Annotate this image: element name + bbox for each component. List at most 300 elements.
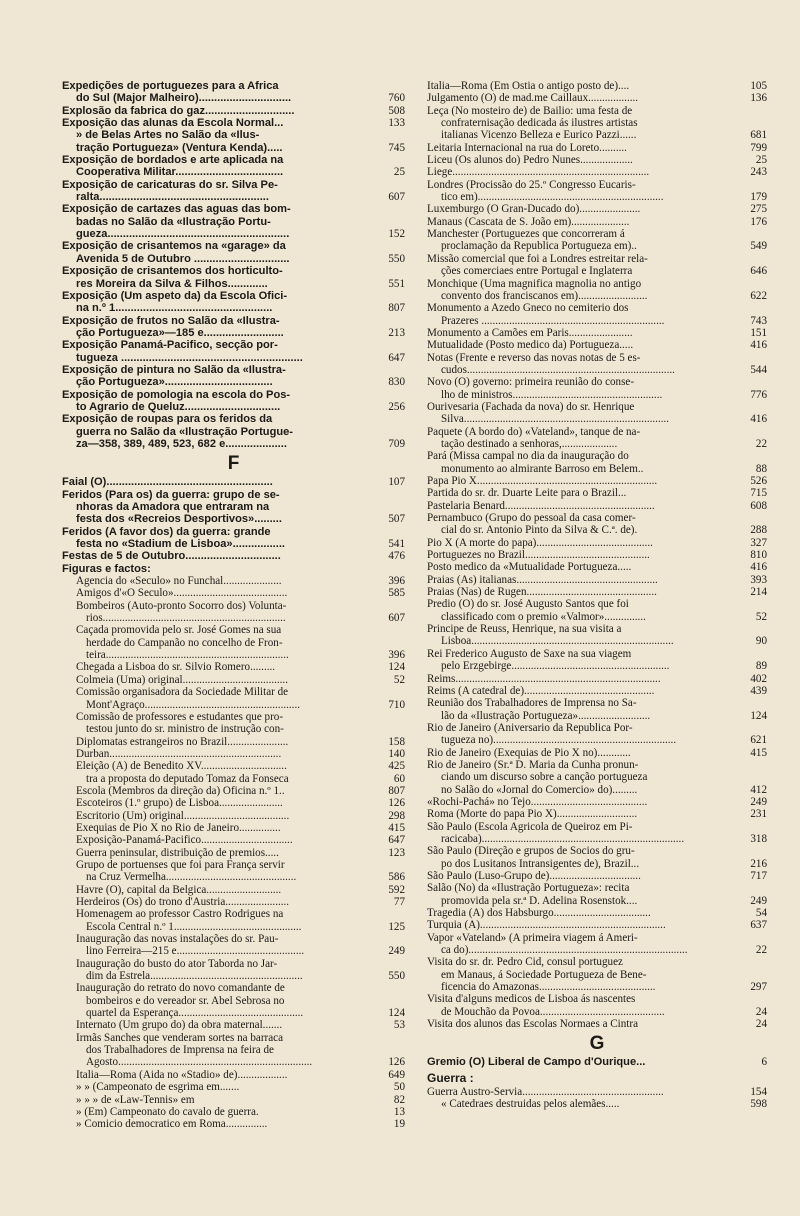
page-number: 24 [755,1018,767,1031]
entry-text: Exposição de crisantemos na «garage» da [62,240,286,253]
entry-text: Visita d'alguns medicos de Lisboa ás nascentes [427,993,636,1006]
index-entry [427,685,767,697]
index-entry [427,747,767,759]
index-entry [62,216,405,228]
entry-text: Vapor «Vateland» (A primeira viagem á Ameri- [427,931,638,944]
entry-text: Reunião dos Trabalhadores de Imprensa no Sa- [427,697,637,710]
section-letter: F [227,453,240,475]
index-entry [62,1019,405,1031]
entry-text: tico em)................................................................... [441,191,664,204]
page-number: 124 [388,1007,405,1020]
index-entry [427,166,767,178]
index-entry [62,513,405,525]
page-number: 25 [755,154,767,167]
index-entry [62,1056,405,1068]
entry-text: Grupo de portuenses que foi para França servir [76,858,285,871]
index-entry [62,1094,405,1106]
index-entry [427,278,767,290]
page-number: 598 [750,1098,767,1111]
entry-text: classificado com o premio «Valmor»............... [441,610,646,623]
entry-text: Agencia do «Seculo» no Funchal..................... [76,575,282,588]
entry-text: racicaba)......................................................................... [441,832,685,845]
index-entry [62,327,405,339]
page-number: 154 [750,1085,767,1098]
page-number: 412 [750,783,767,796]
index-entry [427,944,767,956]
entry-text: na Cruz Vermelha............................................... [86,871,297,884]
entry-text: Exposição de roupas para os feridos da [62,413,273,426]
index-entry [62,476,405,488]
page-number: 6 [761,1056,767,1069]
page-number: 53 [393,1019,405,1032]
index-entry [427,969,767,981]
entry-text: za—358, 389, 489, 523, 682 e.................... [76,437,287,450]
index-entry [427,228,767,240]
entry-text: Manchester (Portuguezes que concorreram á [427,228,625,241]
page-number: 544 [750,363,767,376]
entry-text: Durban.............................................................. [76,747,282,760]
entry-text: testou junto do sr. ministro de instrução con- [86,723,284,736]
entry-text: Exposição de pomologia na escola do Pos- [62,388,291,401]
page-number: 136 [750,92,767,105]
entry-text: Portuguezes no Brazil............................................. [427,549,650,562]
entry-text: Havre (O), capital da Belgica........................... [76,883,282,896]
entry-text: Monumento a Camões em Paris....................... [427,326,633,339]
page-number: 22 [755,944,767,957]
index-entry [62,80,405,92]
entry-text: Agosto...................................................................... [86,1056,313,1069]
index-entry [62,1118,405,1130]
index-entry [62,834,405,846]
entry-text: teira.................................................................. [86,649,289,662]
entry-text: Exposição de crisantemos dos horticulto- [62,265,283,278]
page-number: 231 [750,808,767,821]
index-entry [427,129,767,141]
index-entry [427,475,767,487]
index-entry [62,723,405,735]
entry-text: Praias (As) italianas................................................... [427,573,658,586]
entry-text: Leça (No mosteiro de) de Bailio: uma festa de [427,104,633,117]
entry-text: Londres (Procissão do 25.º Congresso Eucaris- [427,178,636,191]
index-entry [427,611,767,623]
entry-text: tra a proposta do deputado Tomaz da Fonseca [86,772,289,785]
index-entry [62,760,405,772]
page-number: 123 [388,846,405,859]
page-number: 830 [388,376,405,389]
entry-text: Gremio (O) Liberal de Campo d'Ourique... [427,1056,646,1069]
entry-text: Italia—Roma (Aida no «Stadio» de).................. [76,1068,288,1081]
entry-text: po dos Lusitanos Intransigentes de), Brazil... [441,857,640,870]
index-entry [427,710,767,722]
entry-text: São Paulo (Direção e grupos de Socios do gru- [427,845,635,858]
entry-text: ca do)............................................................................... [441,944,688,957]
index-entry [62,240,405,252]
index-entry [427,623,767,635]
entry-text: Roma (Morte do papa Pio X)............................. [427,808,638,821]
page-number: 799 [750,141,767,154]
index-entry [427,845,767,857]
entry-text: Posto medico da «Mutualidade Portugueza..... [427,561,632,574]
entry-text: Exposição Panamá-Pacifico, secção por- [62,339,278,352]
page-number: 646 [750,265,767,278]
page-number: 807 [388,784,405,797]
page-number: 25 [393,166,405,179]
index-entry [427,240,767,252]
index-entry [62,624,405,636]
entry-text: Inauguração do retrato do novo comandante de [76,982,285,995]
page-number: 77 [393,896,405,908]
page-number: 90 [755,635,767,648]
page-number: 158 [388,735,405,748]
index-entry [62,278,405,290]
page-number: 89 [755,660,767,673]
entry-text: Feridos (Para os) da guerra: grupo de se- [62,488,280,501]
entry-text: tração Portugueza» (Ventura Kenda)..... [76,141,283,154]
entry-text: Paquete (A bordo do) «Vateland», tanque de na- [427,425,641,438]
index-entry [62,1106,405,1118]
entry-text: Reims (A catedral de)............................................... [427,684,655,697]
index-entry [62,290,405,302]
entry-text: Escritorio (Um) original...................................... [76,809,290,822]
index-entry [62,1069,405,1081]
index-entry [427,858,767,870]
index-entry [62,538,405,550]
index-entry [427,833,767,845]
index-entry [427,389,767,401]
index-entry [62,896,405,908]
page-number: 298 [388,809,405,822]
index-entry [427,302,767,314]
index-entry [427,870,767,882]
entry-text: Cooperativa Militar................................... [76,166,284,179]
entry-text: monumento ao almirante Barroso em Belem.. [441,462,644,475]
index-entry [62,933,405,945]
page-number: 22 [755,437,767,450]
entry-text: do Sul (Major Malheiro).............................. [76,92,292,105]
page-number: 608 [750,499,767,512]
index-entry [427,673,767,685]
index-entry [62,563,405,575]
entry-text: Escoteiros (1.º grupo) de Lisboa....................... [76,797,283,810]
index-entry [427,919,767,931]
entry-text: convento dos franciscanos em)......................... [441,289,648,302]
index-entry [62,637,405,649]
page-number: 416 [750,413,767,426]
page-number: 415 [750,746,767,759]
page-number: 717 [750,870,767,882]
entry-text: Missão comercial que foi a Londres estreitar rela- [427,252,648,265]
entry-text: ciando um discurso sobre a canção portugueza [441,771,648,784]
entry-text: Exposição (Um aspeto da) da Escola Ofici- [62,289,288,302]
index-entry [62,376,405,388]
index-entry [62,1044,405,1056]
entry-text: tação destinado a senhoras,.................... [441,437,618,450]
index-entry [62,191,405,203]
index-entry [62,315,405,327]
entry-text: Manaus (Cascata de S. João em)..................... [427,215,630,228]
index-entry [427,981,767,993]
entry-text: Guerra Austro-Servia................................................... [427,1085,664,1098]
entry-text: tugueza ........................................................... [76,351,303,364]
index-entry [427,463,767,475]
entry-text: Pará (Missa campal no dia da inauguração do [427,450,629,463]
entry-text: bombeiros e do vereador sr. Abel Sebrosa no [86,994,285,1007]
entry-text: tugueza no).................................................................. [441,734,677,747]
index-entry [427,364,767,376]
index-entry [62,489,405,501]
entry-text: Visita dos alunos das Escolas Normaes a Cintra [427,1018,638,1031]
index-entry [427,993,767,1005]
index-entry [62,859,405,871]
index-entry [427,487,767,499]
index-entry [62,575,405,587]
page-number: 541 [388,538,405,551]
entry-text: Escola Central n.º 1.............................................. [86,920,302,933]
page-number: 760 [388,92,405,105]
index-entry [427,438,767,450]
index-entry [427,80,767,92]
entry-text: Explosão da fabrica do gaz............................. [62,104,295,117]
entry-text: ção Portugueza»—185 e.......................... [76,326,284,339]
index-entry [427,265,767,277]
entry-text: Mont'Agraço........................................................ [86,698,300,711]
page-number: 249 [750,795,767,808]
index-entry [62,166,405,178]
index-column-left [62,80,405,1131]
index-entry [427,203,767,215]
entry-text: ralta....................................................... [76,191,269,204]
entry-text: nhoras da Amadora que entraram na [76,501,270,513]
entry-text: promovida pela sr.ª D. Adelina Rosenstok.... [441,894,638,907]
entry-text: Italia—Roma (Em Ostia o antigo posto de).... [427,80,630,92]
index-entry [62,810,405,822]
page-number: 133 [388,117,405,130]
index-entry [427,722,767,734]
page-number: 288 [750,524,767,537]
section-letter: G [589,1033,605,1055]
page-number: 622 [750,289,767,302]
entry-text: «Rochi-Pachá» no Tejo.......................................... [427,795,648,808]
index-entry [62,105,405,117]
index-entry [427,179,767,191]
entry-text: na n.º 1................................................... [76,302,273,315]
index-entry [62,847,405,859]
index-entry [427,339,767,351]
entry-text: quartel da Esperança............................................. [86,1007,304,1020]
index-entry [62,1081,405,1093]
index-entry [427,512,767,524]
index-entry [427,697,767,709]
index-entry [62,995,405,1007]
index-entry [62,401,405,413]
entry-text: « Catedraes destruidas pelos alemães..... [441,1098,620,1111]
index-entry [62,600,405,612]
index-entry [62,958,405,970]
index-entry [62,797,405,809]
index-entry [62,884,405,896]
page-number: 709 [388,437,405,450]
entry-text: Inauguração do busto do ator Taborda no Jar- [76,957,278,970]
index-entry [62,364,405,376]
entry-text: Comissão organisadora da Sociedade Militar de [76,686,289,699]
index-entry [427,574,767,586]
entry-text: Internato (Um grupo do) da obra maternal....... [76,1019,283,1032]
page-number: 52 [755,610,767,623]
index-entry [62,822,405,834]
entry-text: res Moreira da Silva & Filhos............. [76,277,268,290]
page-number: 586 [388,871,405,884]
page-number: 549 [750,240,767,253]
index-entry [427,117,767,129]
index-entry [62,661,405,673]
page-number: 152 [388,228,405,241]
page-number: 585 [388,587,405,600]
entry-text: Rio de Janeiro (Sr.ª D. Maria da Cunha pronun- [427,758,639,771]
page-number: 151 [750,326,767,339]
entry-text: Feridos (A favor dos) da guerra: grande [62,525,271,538]
entry-text: Partida do sr. dr. Duarte Leite para o Brazil... [427,487,627,500]
entry-text: dos Trabalhadores de Imprensa na feira de [86,1044,274,1057]
index-entry [427,1086,767,1098]
index-entry [62,1032,405,1044]
page-number: 810 [750,549,767,562]
page-number: 249 [750,894,767,907]
page-number: 551 [388,277,405,290]
index-entry [62,203,405,215]
index-entry [62,773,405,785]
index-entry [427,92,767,104]
entry-text: Principe de Reuss, Henrique, na sua visita a [427,623,622,636]
entry-text: » Comicio democratico em Roma............... [76,1118,268,1131]
page-number: 107 [388,476,405,489]
entry-text: herdade do Campanão no concelho de Fron- [86,636,283,649]
entry-text: Prazeres .................................................................. [441,314,665,327]
page-number: 213 [388,326,405,339]
entry-text: Liege....................................................................... [427,166,650,179]
entry-text: proclamação da Republica Portugueza em).. [441,240,637,253]
index-entry [62,982,405,994]
index-entry [427,660,767,672]
entry-text: Liceu (Os alunos do) Pedro Nunes................... [427,154,633,167]
entry-text: Julgamento (O) de mad.me Caillaux.................. [427,92,639,105]
index-entry [427,907,767,919]
entry-text: Exposição das alunas da Escola Normal... [62,117,284,130]
index-entry [62,129,405,141]
index-column-right [427,80,767,1111]
page-number: 393 [750,573,767,586]
entry-text: lino Ferreira—215 e.............................................. [86,945,305,958]
entry-text: Avenida 5 de Outubro ............................... [76,252,290,265]
index-entry [62,908,405,920]
page-number: 82 [393,1093,405,1106]
index-entry [62,339,405,351]
page-number: 140 [388,747,405,760]
entry-text: Diplomatas estrangeiros no Brazil...................... [76,735,289,748]
entry-text: Monumento a Azedo Gneco no cemiterio dos [427,302,629,315]
entry-text: dim da Estrela....................................................... [86,970,303,983]
index-entry [62,228,405,240]
entry-text: Faial (O)...................................................... [62,476,273,489]
entry-text: Salão (No) da «Ilustração Portugueza»: recita [427,882,630,895]
index-entry [62,612,405,624]
page-number: 318 [750,832,767,845]
page-number: 425 [388,760,405,773]
entry-text: Ourivesaria (Fachada da nova) do sr. Henrique [427,400,635,413]
entry-text: Pastelaria Benard...................................................... [427,499,655,512]
index-entry [62,426,405,438]
entry-text: São Paulo (Luso-Grupo de)................................. [427,870,641,882]
entry-text: ções comerciaes entre Portugal e Inglaterra [441,265,633,278]
page-number: 327 [750,536,767,549]
entry-text: Pernambuco (Grupo do pessoal da casa comer- [427,512,636,525]
entry-text: Figuras e factos: [62,562,151,575]
index-entry [62,526,405,538]
page-number: 647 [388,351,405,364]
entry-text: lão da «Ilustração Portugueza».......................... [441,709,651,722]
page-number: 256 [388,400,405,413]
index-entry [62,748,405,760]
page-number: 179 [750,191,767,204]
index-entry [62,352,405,364]
index-entry [427,784,767,796]
entry-text: pelo Erzgebirge......................................................... [441,660,670,673]
index-entry [427,154,767,166]
index-entry [427,413,767,425]
page-number: 550 [388,970,405,983]
page-number: 52 [393,673,405,686]
index-entry [427,1018,767,1030]
index-entry [427,549,767,561]
index-entry [62,699,405,711]
index-entry [62,649,405,661]
index-entry [427,315,767,327]
index-entry [427,598,767,610]
index-entry [427,191,767,203]
entry-text: Monchique (Uma magnifica magnolia no antigo [427,277,642,290]
index-entry [427,352,767,364]
entry-text: Irmãs Sanches que venderam sortes na barraca [76,1031,283,1044]
entry-text: » de Belas Artes no Salão da «Ilus- [76,129,260,142]
index-entry [427,1056,767,1068]
index-entry [427,105,767,117]
index-entry [62,253,405,265]
entry-text: to Agrario de Queluz............................... [76,400,281,413]
index-entry [62,945,405,957]
entry-text: Luxemburgo (O Gran-Ducado do)...................... [427,203,641,216]
entry-text: festa no «Stadium de Lisboa»................. [76,538,285,551]
index-entry [427,142,767,154]
page-number: 126 [388,1056,405,1069]
page-number: 124 [388,661,405,674]
page-number: 526 [750,475,767,487]
entry-text: Rei Frederico Augusto de Saxe na sua viagem [427,647,632,660]
entry-text: Inauguração das novas instalações do sr. Pau- [76,933,279,946]
entry-text: Herdeiros (Os) do trono d'Austria....................... [76,896,290,908]
entry-text: Exequias de Pio X no Rio de Janeiro............... [76,821,281,834]
page-number: 807 [388,302,405,315]
index-entry [427,290,767,302]
entry-text: Escola (Membros da direção da) Oficina n.º 1.. [76,784,285,797]
page-number: 13 [393,1105,405,1118]
index-entry [62,142,405,154]
index-entry [427,216,767,228]
entry-text: Rio de Janeiro (Aniversario da Republica Por- [427,721,633,734]
page-number: 124 [750,709,767,722]
entry-text: Reims.......................................................................... [427,672,661,685]
entry-text: ção Portugueza»................................... [76,376,273,389]
entry-text: Turquia (A)................................................................... [427,919,666,932]
page-number: 476 [388,550,405,563]
